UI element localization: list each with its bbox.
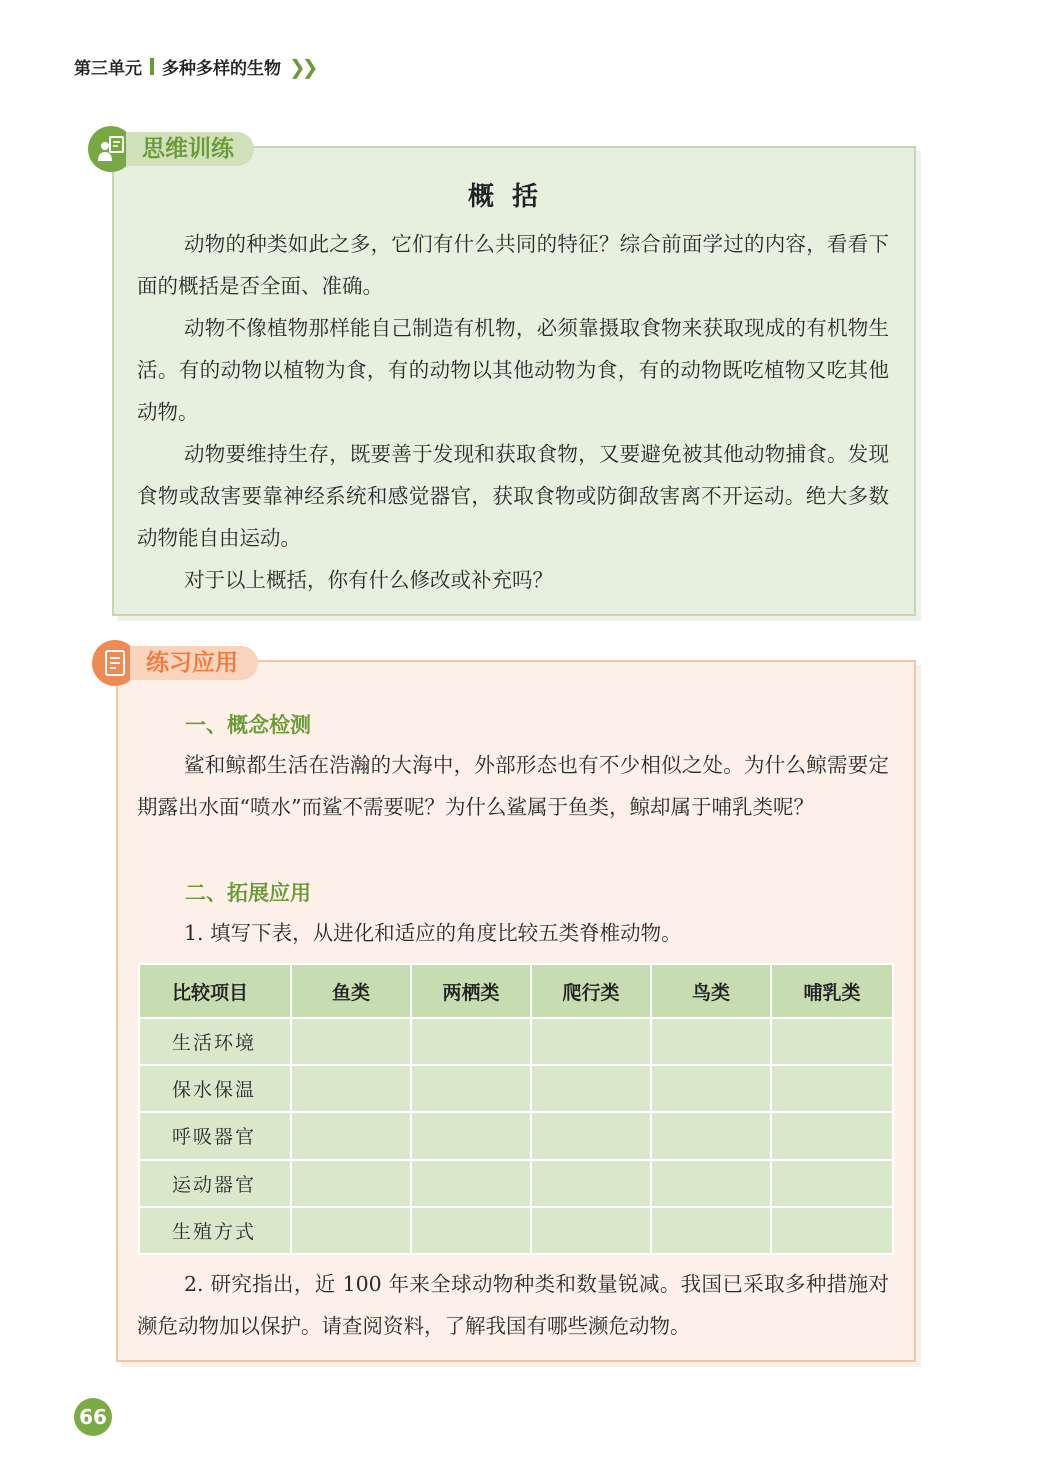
table-header-cell: 比较项目	[139, 964, 291, 1018]
row-label: 呼吸器官	[139, 1112, 291, 1159]
thinking-paragraph-3: 动物要维持生存，既要善于发现和获取食物，又要避免被其他动物捕食。发现食物或敌害要靠神经系统和感觉器官，获取食物或防御敌害离不开运动。绝大多数动物能自由运动。	[137, 442, 889, 550]
unit-title: 多种多样的生物	[162, 59, 281, 79]
box-title: 概括	[467, 182, 556, 212]
row-label: 生殖方式	[139, 1207, 291, 1254]
header-divider	[150, 58, 154, 75]
unit-label: 第三单元	[74, 59, 142, 79]
double-chevron-icon: ❯❯	[289, 54, 315, 79]
table-row	[139, 1207, 893, 1254]
empty-cell	[411, 1065, 531, 1112]
empty-cell	[291, 1160, 411, 1207]
empty-cell	[651, 1018, 771, 1065]
empty-cell	[651, 1112, 771, 1159]
practice-application-tag	[92, 640, 258, 686]
empty-cell	[531, 1160, 651, 1207]
empty-cell	[651, 1207, 771, 1254]
empty-cell	[531, 1207, 651, 1254]
table-row	[139, 1160, 893, 1207]
empty-cell	[291, 1065, 411, 1112]
empty-cell	[771, 1018, 893, 1065]
empty-cell	[411, 1160, 531, 1207]
empty-cell	[411, 1112, 531, 1159]
empty-cell	[531, 1112, 651, 1159]
empty-cell	[771, 1065, 893, 1112]
thinking-paragraph-4: 对于以上概括，你有什么修改或补充吗？	[184, 568, 553, 592]
table-row	[139, 1018, 893, 1065]
empty-cell	[531, 1018, 651, 1065]
table-header-cell: 鸟类	[651, 964, 771, 1018]
empty-cell	[771, 1160, 893, 1207]
table-row	[139, 1065, 893, 1112]
thinking-training-tag	[88, 126, 254, 172]
table-header-cell: 爬行类	[531, 964, 651, 1018]
empty-cell	[651, 1160, 771, 1207]
thinking-training-label: 思维训练	[126, 132, 254, 166]
empty-cell	[771, 1207, 893, 1254]
empty-cell	[291, 1112, 411, 1159]
row-label: 生活环境	[139, 1018, 291, 1065]
table-row	[139, 1112, 893, 1159]
empty-cell	[771, 1112, 893, 1159]
thinking-paragraph-1: 动物的种类如此之多，它们有什么共同的特征？综合前面学过的内容，看看下面的概括是否全面、准确。	[137, 232, 889, 298]
section-extended-application-title: 二、拓展应用	[185, 881, 311, 905]
row-label: 运动器官	[139, 1160, 291, 1207]
vertebrate-comparison-table	[138, 963, 894, 1255]
row-label: 保水保温	[139, 1065, 291, 1112]
concept-check-question: 鲨和鲸都生活在浩瀚的大海中，外部形态也有不少相似之处。为什么鲸需要定期露出水面“喷水”而鲨不需要呢？为什么鲨属于鱼类，鲸却属于哺乳类呢？	[137, 753, 889, 819]
thinking-paragraph-2: 动物不像植物那样能自己制造有机物，必须靠摄取食物来获取现成的有机物生活。有的动物以植物为食，有的动物以其他动物为食，有的动物既吃植物又吃其他动物。	[137, 316, 889, 424]
extended-item-1: 1. 填写下表，从进化和适应的角度比较五类脊椎动物。	[184, 921, 682, 945]
table-header-cell: 两栖类	[411, 964, 531, 1018]
extended-item-2: 2. 研究指出，近 100 年来全球动物种类和数量锐减。我国已采取多种措施对濒危动物加以保护。请查阅资料，了解我国有哪些濒危动物。	[137, 1272, 889, 1338]
running-header	[74, 54, 315, 79]
empty-cell	[531, 1065, 651, 1112]
table-header-cell: 鱼类	[291, 964, 411, 1018]
page-number: 66	[74, 1398, 112, 1436]
practice-application-label: 练习应用	[130, 646, 258, 680]
empty-cell	[291, 1018, 411, 1065]
empty-cell	[291, 1207, 411, 1254]
table-header-cell: 哺乳类	[771, 964, 893, 1018]
empty-cell	[651, 1065, 771, 1112]
empty-cell	[411, 1018, 531, 1065]
empty-cell	[411, 1207, 531, 1254]
table-header-row	[139, 964, 893, 1018]
section-concept-check-title: 一、概念检测	[185, 713, 311, 737]
